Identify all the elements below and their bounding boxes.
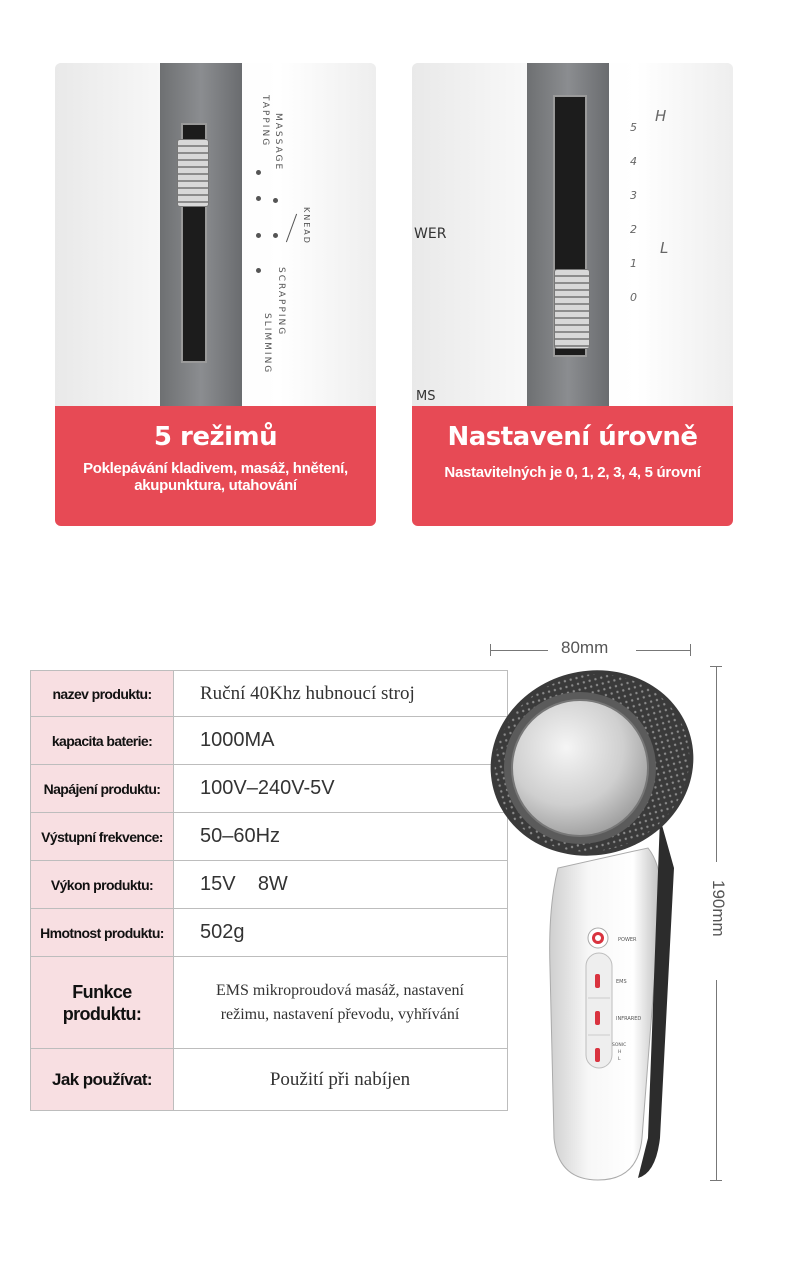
label-high: H [655,107,667,125]
device-ems-label: EMS [616,979,627,985]
level-0: 0 [630,291,637,304]
level-2: 2 [630,223,637,236]
table-row [31,909,508,957]
spec-key: nazev produktu: [31,671,174,717]
spec-value: 502g [174,909,508,957]
mode-dot [256,196,261,201]
mode-dot [273,198,278,203]
modes-banner [55,406,376,526]
spec-value: 1000MA [174,717,508,765]
spec-table [30,670,508,1111]
table-row [31,957,508,1049]
spec-value-line2: režimu, nastavení převodu, vyhřívání [220,1005,460,1023]
modes-card [55,63,376,526]
width-dimension-tick [690,644,691,656]
mode-dot [273,233,278,238]
spec-key: Výkon produktu: [31,861,174,909]
height-dimension-line [716,666,717,862]
mode-dot [256,170,261,175]
mode-dot [256,233,261,238]
label-massage: MASSAGE [273,113,283,172]
spec-value: 15V 8W [174,861,508,909]
spec-key-line1: Funkce [72,981,132,1002]
level-1: 1 [630,257,637,270]
mode-slider-knob [177,139,209,207]
table-row [31,861,508,909]
device-infrared-label: INFRARED [616,1016,642,1022]
spec-key-line2: produktu: [62,1003,142,1024]
table-row [31,671,508,717]
knead-line [286,214,297,243]
spec-key: Napájení produktu: [31,765,174,813]
device-l-label: L [618,1057,621,1062]
level-4: 4 [630,155,637,168]
modes-title: 5 režimů [153,422,278,452]
spec-value-line1: EMS mikroproudová masáž, nastavení [216,981,464,999]
width-dimension-tick [490,644,491,656]
spec-key: Výstupní frekvence: [31,813,174,861]
mode-dot [256,268,261,273]
spec-key: Jak používat: [31,1049,174,1111]
level-5: 5 [630,121,637,134]
spec-value: Ruční 40Khz hubnoucí stroj [174,671,508,717]
spec-value [174,957,508,1049]
modes-subtitle-line2: akupunktura, utahování [134,477,297,494]
device-h-label: H [618,1050,622,1055]
level-card [412,63,733,526]
spec-value: 100V–240V-5V [174,765,508,813]
width-dimension-line [490,650,548,651]
level-slider-knob [554,269,590,349]
spec-value: Použití při nabíjen [174,1049,508,1111]
device-sonic-label: SONIC [612,1043,627,1048]
device-illustration [488,668,698,1188]
height-label: 190mm [709,880,728,937]
spec-key: Hmotnost produktu: [31,909,174,957]
table-row [31,765,508,813]
height-dimension-tick [710,1180,722,1181]
width-label: 80mm [561,638,609,657]
table-row [31,813,508,861]
level-switch-photo [412,63,733,406]
label-slimming: SLIMMING [262,313,272,375]
label-ems: MS [416,389,436,404]
spec-key: kapacita baterie: [31,717,174,765]
label-knead: KNEAD [302,207,311,245]
spec-value: 50–60Hz [174,813,508,861]
label-low: L [660,239,669,257]
table-row [31,1049,508,1111]
level-subtitle: Nastavitelných je 0, 1, 2, 3, 4, 5 úrovní [444,464,701,481]
mode-switch-photo [55,63,376,406]
level-title: Nastavení úrovně [447,422,698,452]
spec-key [31,957,174,1049]
device-power-label: POWER [618,937,637,943]
width-dimension-line [636,650,691,651]
modes-subtitle-line1: Poklepávání kladivem, masáž, hnětení, [83,460,348,477]
label-power: WER [414,226,447,242]
label-scrapping: SCRAPPING [276,267,286,337]
height-dimension-line [716,980,717,1180]
label-tapping: TAPPING [260,95,270,148]
level-3: 3 [630,189,637,202]
level-banner [412,406,733,526]
table-row [31,717,508,765]
height-dimension-tick [710,666,722,667]
